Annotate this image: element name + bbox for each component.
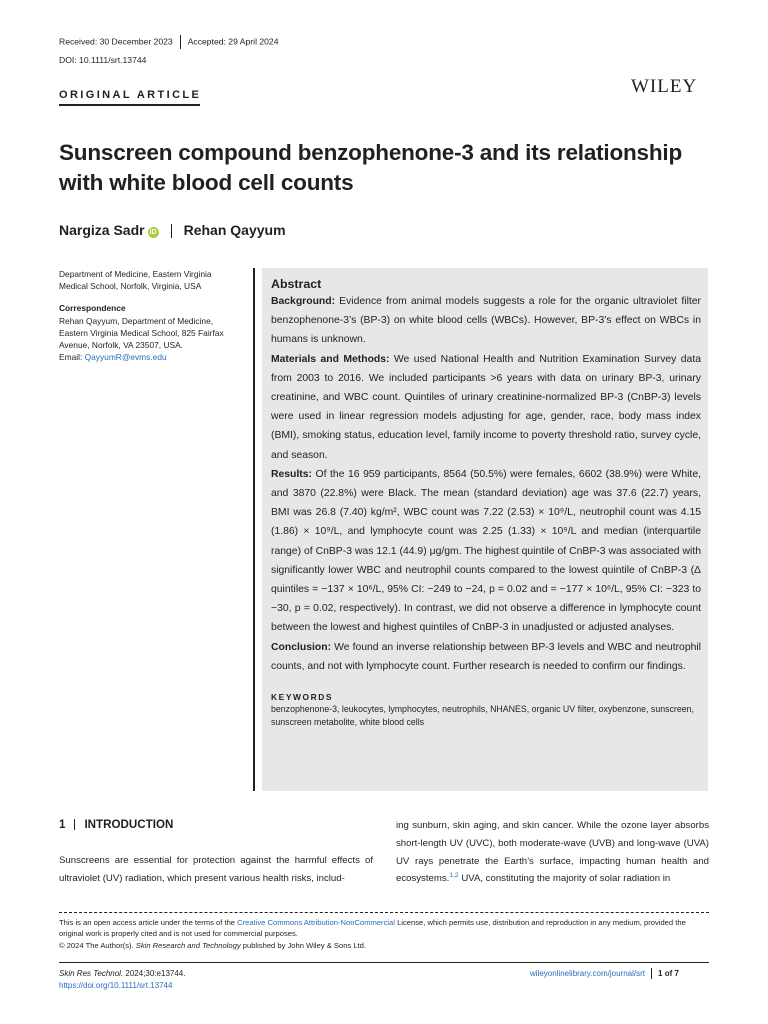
intro-right-text [396,817,709,888]
orcid-icon[interactable]: iD [149,229,157,236]
author-1[interactable]: Nargiza Sadr [59,222,145,238]
correspondence-label: Correspondence [59,303,126,314]
footer-rule [59,962,709,963]
email-link[interactable]: QayyumR@evms.edu [84,352,167,363]
conclusion-label: Conclusion: [271,641,332,653]
conclusion-text: We found an inverse relationship between BP-3 levels and WBC and neutrophil counts, and not with lymphocyte count. Further research is needed to confirm our findings. [271,641,701,672]
abstract-methods [271,350,701,465]
separator [180,35,181,49]
footer-citation [59,968,185,992]
separator [171,224,172,238]
license-text-end: License, which permits use, distribution and reproduction in any medium, provided the original work is properly cited and is not used for commercial purposes. [59,918,686,939]
license-divider [59,912,709,913]
doi-link[interactable]: https://doi.org/10.1111/srt.13744 [59,981,173,990]
article-type-underline [59,104,200,106]
license-notice [59,917,709,951]
article-title: Sunscreen compound benzophenone-3 and its relationship with white blood cell counts [59,140,683,195]
department: Department of Medicine, Eastern Virginia Medical School, Norfolk, Virginia, USA [59,269,212,292]
methods-text: We used National Health and Nutrition Examination Survey data from 2003 to 2016. We included participants >6 years with data on urinary BP-3, urinary creatinine, and WBC count. Quintiles of urinary creatinine-normalized BP-3 (CnBP-3) levels were used in linear regression models adjusting for age, gender, race, body mass index (BMI), smoking status, education level, family income to poverty threshold ratio, survey cycle, and season. [271,353,701,461]
journal-abbreviation: Skin Res Technol. [59,969,124,978]
copyright-line [59,940,709,951]
methods-label: Materials and Methods: [271,353,390,365]
abstract-background [271,292,701,350]
license-text: This is an open access article under the terms of the [59,918,238,927]
author-2[interactable]: Rehan Qayyum [183,222,286,238]
license-link[interactable]: Creative Commons Attribution-NonCommercial [237,918,395,927]
abstract-results [271,465,701,638]
abstract-box [262,268,708,791]
separator [651,968,652,979]
section-number: 1 [59,818,66,831]
section-heading [59,818,173,831]
page-number: 1 of 7 [658,969,679,978]
received-date: Received: 30 December 2023 [59,36,173,47]
separator [74,819,75,830]
abstract-heading: Abstract [271,277,322,291]
footer-right [530,968,679,980]
accepted-date: Accepted: 29 April 2024 [187,36,279,47]
results-label: Results: [271,468,312,480]
doi: DOI: 10.1111/srt.13744 [59,55,147,65]
intro-right-text-2: UVA, constituting the majority of solar radiation in [458,873,671,885]
correspondence-address: Rehan Qayyum, Department of Medicine, Eastern Virginia Medical School, 825 Fairfax Avenue, Norfolk, VA 23507, USA. [59,315,224,350]
background-text: Evidence from animal models suggests a role for the organic ultraviolet filter benzophenone-3’s (BP-3) on white blood cells (WBCs). However, BP-3’s effect on WBCs in humans is unknown. [271,296,702,346]
intro-left-text: Sunscreens are essential for protection against the harmful effects of ultraviolet (UV) radiation, which present various health risks, includ- [59,855,373,884]
abstract-rule [253,268,255,791]
citation-ref[interactable]: 1,2 [449,872,459,880]
journal-site-link[interactable]: wileyonlinelibrary.com/journal/srt [530,969,646,978]
publisher-logo: WILEY [631,76,698,97]
copyright-journal: Skin Research and Technology [135,940,241,950]
background-label: Background: [271,296,336,307]
intro-right-text-1: ing sunburn, skin aging, and skin cancer. While the ozone layer absorbs short-length UV (UVC), both moderate-wave (UVB) and long-wave (UVA) UV rays penetrate the Earth’s surface, impacting human health and ecosystems. [396,820,709,885]
author-list [59,222,286,238]
keywords-heading: KEYWORDS [271,692,334,703]
citation-text: 2024;30:e13744. [123,969,186,978]
article-type: ORIGINAL ARTICLE [59,89,202,101]
section-title: INTRODUCTION [84,818,174,831]
copyright-post: published by John Wiley & Sons Ltd. [240,940,367,950]
results-text: Of the 16 959 participants, 8564 (50.5%) were females, 6602 (38.9%) were White, and 3870 (22.8%) were Black. The mean (standard deviation) age was 37.6 (22.7) years, BMI was 26.8 (7.40) kg/m², WBC count was 7.22 (2.53) × 10⁹/L, neutrophil count was 4.15 (1.86) × 10⁹/L, and lymphocyte count was 2.25 (1.33) × 10⁹/L and median (interquartile range) of CnBP-3 was 12.1 (44.9) μg/gm. The highest quintile of CnBP-3 was associated with significantly lower WBC and neutrophil counts compared to the lowest quintile of CnBP-3 (Δ quintiles = −137 × 10⁶/L, 95% CI: −249 to −24, p = 0.02 and = −177 × 10⁶/L, 95% CI: −323 to −30, p = 0.02, respectively). In contrast, we did not observe a difference in lymphocyte count between the lowest and highest quintiles of CnBP-3 in unadjusted or adjusted analyses. [271,468,701,634]
received-accepted-line [59,35,278,49]
email-label: Email: [59,352,83,363]
email-line [59,351,239,363]
copyright-pre: © 2024 The Author(s). [59,940,136,950]
abstract-conclusion [271,638,701,676]
affiliation-column [59,268,239,363]
keywords-list: benzophenone-3, leukocytes, lymphocytes, neutrophils, NHANES, organic UV filter, oxybenzone, sunscreen, sunscreen metabolite, white blood cells [271,704,694,727]
